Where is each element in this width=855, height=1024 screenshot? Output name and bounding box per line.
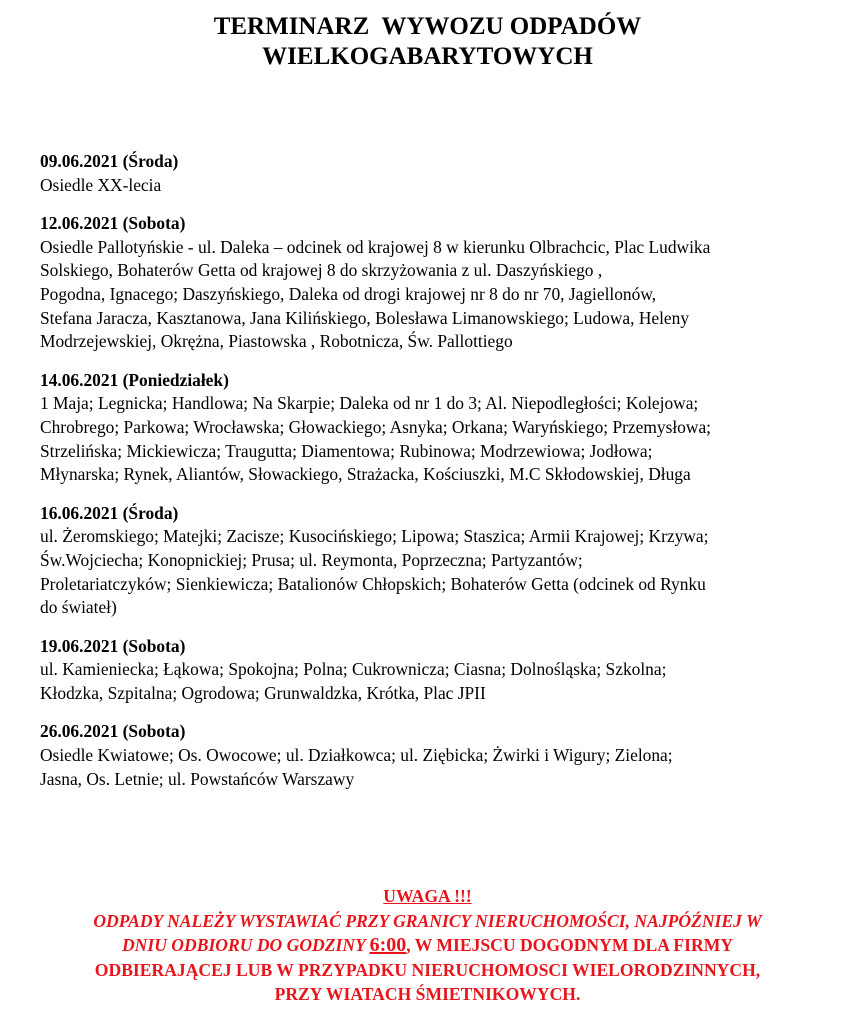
schedule-list	[40, 150, 830, 806]
schedule-entry	[40, 720, 830, 791]
notice-line-4: PRZY WIATACH ŚMIETNIKOWYCH.	[274, 984, 581, 1004]
entry-date: 16.06.2021 (Środa)	[40, 502, 179, 523]
entry-streets	[40, 174, 830, 198]
entry-street-line: Osiedle Pallotyńskie - ul. Daleka – odcinek od krajowej 8 w kierunku Olbrachcic, Plac Ludwika	[40, 236, 711, 257]
entry-street-line: Osiedle XX-lecia	[40, 174, 162, 195]
schedule-entry	[40, 502, 830, 620]
notice-block	[0, 884, 855, 1007]
schedule-entry	[40, 369, 830, 487]
entry-date: 09.06.2021 (Środa)	[40, 151, 179, 171]
entry-street-line: Modrzejewskiej, Okrężna, Piastowska , Robotnicza, Św. Pallottiego	[40, 331, 513, 352]
schedule-entry	[40, 212, 830, 354]
notice-line-2-after: , W MIEJSCU DOGODNYM DLA FIRMY	[406, 935, 734, 955]
entry-streets	[40, 744, 830, 791]
entry-streets	[40, 236, 830, 354]
entry-date: 26.06.2021 (Sobota)	[40, 721, 186, 742]
entry-street-line: Solskiego, Bohaterów Getta od krajowej 8 do skrzyżowania z ul. Daszyńskiego ,	[40, 260, 603, 281]
schedule-entry	[40, 635, 830, 706]
entry-street-line: Osiedle Kwiatowe; Os. Owocowe; ul. Działkowca; ul. Ziębicka; Żwirki i Wigury; Zielona;	[40, 745, 673, 766]
entry-streets	[40, 658, 830, 705]
notice-line-3: ODBIERAJĄCEJ LUB W PRZYPADKU NIERUCHOMOSCI WIELORODZINNYCH,	[94, 959, 761, 980]
entry-street-line: Św.Wojciecha; Konopnickiej; Prusa; ul. Reymonta, Poprzeczna; Partyzantów;	[40, 549, 583, 570]
entry-street-line: Młynarska; Rynek, Aliantów, Słowackiego, Strażacka, Kościuszki, M.C Skłodowskiej, Długa	[40, 464, 691, 485]
entry-street-line: ul. Żeromskiego; Matejki; Zacisze; Kusocińskiego; Lipowa; Staszica; Armii Krajowej; Krzywa;	[40, 526, 709, 547]
notice-time: 6:00	[369, 934, 407, 956]
entry-street-line: Strzelińska; Mickiewicza; Traugutta; Diamentowa; Rubinowa; Modrzewiowa; Jodłowa;	[40, 440, 653, 461]
entry-street-line: Jasna, Os. Letnie; ul. Powstańców Warszawy	[40, 768, 355, 789]
entry-date: 14.06.2021 (Poniedziałek)	[40, 369, 229, 390]
notice-line-2-before: DNIU ODBIORU DO GODZINY	[121, 935, 370, 955]
schedule-entry	[40, 150, 830, 197]
entry-streets	[40, 525, 830, 619]
entry-street-line: Stefana Jaracza, Kasztanowa, Jana Kilińskiego, Bolesława Limanowskiego; Ludowa, Heleny	[40, 307, 690, 328]
entry-date: 12.06.2021 (Sobota)	[40, 213, 186, 234]
title-line-2: WIELKOGABARYTOWYCH	[262, 43, 593, 70]
entry-street-line: ul. Kamieniecka; Łąkowa; Spokojna; Polna; Cukrownicza; Ciasna; Dolnośląska; Szkolna;	[40, 659, 667, 680]
title-line-1: TERMINARZ WYWOZU ODPADÓW	[213, 13, 642, 40]
entry-street-line: 1 Maja; Legnicka; Handlowa; Na Skarpie; Daleka od nr 1 do 3; Al. Niepodległości; Kolejowa;	[40, 393, 699, 414]
entry-street-line: Pogodna, Ignacego; Daszyńskiego, Daleka od drogi krajowej nr 8 do nr 70, Jagiellonów,	[40, 283, 657, 304]
entry-date: 19.06.2021 (Sobota)	[40, 635, 186, 656]
notice-heading: UWAGA !!!	[383, 886, 472, 906]
notice-line-1: ODPADY NALEŻY WYSTAWIAĆ PRZY GRANICY NIERUCHOMOŚCI, NAJPÓŹNIEJ W	[93, 910, 762, 931]
entry-street-line: Kłodzka, Szpitalna; Ogrodowa; Grunwaldzka, Krótka, Plac JPII	[40, 682, 486, 703]
entry-street-line: Proletariatczyków; Sienkiewicza; Batalionów Chłopskich; Bohaterów Getta (odcinek od Rynku	[40, 573, 706, 594]
entry-street-line: Chrobrego; Parkowa; Wrocławska; Głowackiego; Asnyka; Orkana; Waryńskiego; Przemysłowa;	[40, 416, 711, 437]
notice-line-2	[0, 933, 855, 958]
document-title	[0, 12, 855, 72]
entry-street-line: do świateł)	[40, 597, 117, 618]
entry-streets	[40, 392, 830, 486]
